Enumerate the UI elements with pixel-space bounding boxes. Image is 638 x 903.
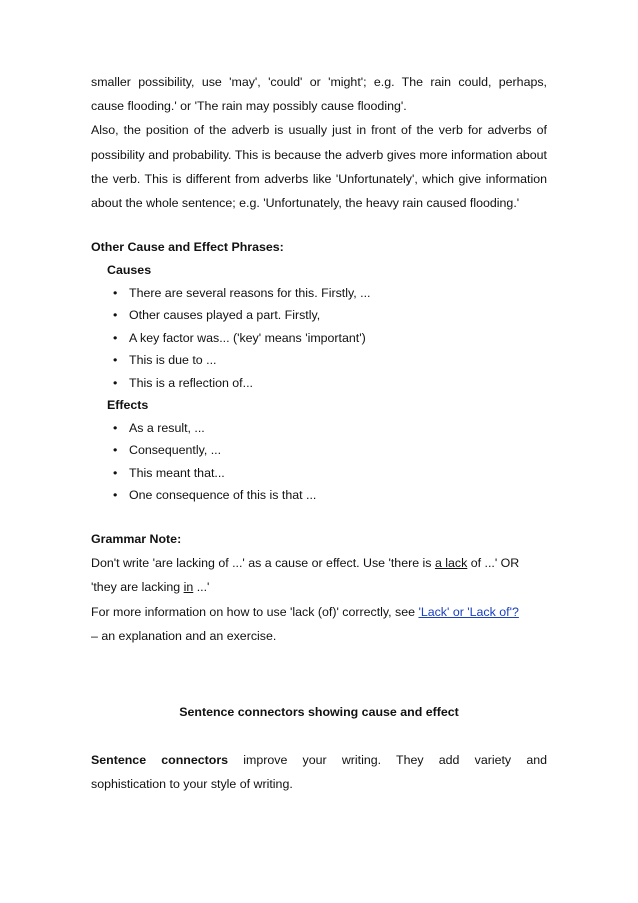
grammar-note-line-3: For more information on how to use 'lack (of)' correctly, see 'Lack' or 'Lack of'? bbox=[91, 604, 519, 619]
causes-list bbox=[91, 282, 547, 395]
grammar-note-line-2: 'they are lacking in ...' bbox=[91, 580, 210, 595]
bullet-icon: • bbox=[113, 330, 118, 345]
adverb-position-paragraph: Also, the position of the adverb is usually just in front of the verb for adverbs of possibility and probability. This is because the adverb gives more information about the verb. This is different from adverbs like 'Unfortunately', which give information about the whole sentence; e.g. 'Unfortunately, the heavy rain caused flooding.' bbox=[91, 123, 547, 211]
grammar-note-line-1: Don't write 'are lacking of ...' as a cause or effect. Use 'there is a lack of ...' OR bbox=[91, 556, 520, 571]
effects-list bbox=[91, 417, 547, 507]
connectors-bold-term: Sentence connectors bbox=[91, 752, 229, 767]
grammar-note-heading: Grammar Note: bbox=[91, 531, 182, 546]
phrases-heading: Other Cause and Effect Phrases: bbox=[91, 240, 284, 255]
bullet-icon: • bbox=[113, 375, 118, 390]
list-item: • A key factor was... ('key' means 'important') bbox=[91, 327, 547, 350]
grammar-note-line-4: – an explanation and an exercise. bbox=[91, 628, 277, 643]
list-item: • Consequently, ... bbox=[91, 439, 547, 462]
connectors-line-2: sophistication to your style of writing. bbox=[91, 777, 293, 792]
underlined-word: in bbox=[183, 580, 194, 595]
bullet-icon: • bbox=[113, 443, 118, 458]
list-item: • As a result, ... bbox=[91, 417, 547, 440]
bullet-icon: • bbox=[113, 488, 118, 503]
list-item: • This meant that... bbox=[91, 462, 547, 485]
bullet-icon: • bbox=[113, 308, 118, 323]
lack-of-link[interactable]: 'Lack' or 'Lack of'? bbox=[418, 604, 519, 619]
intro-line-2: cause flooding.' or 'The rain may possibly cause flooding'. bbox=[91, 99, 407, 114]
bullet-icon: • bbox=[113, 285, 118, 300]
underlined-phrase: a lack bbox=[434, 556, 468, 571]
bullet-icon: • bbox=[113, 353, 118, 368]
list-item: • This is a reflection of... bbox=[91, 372, 547, 395]
list-item: • Other causes played a part. Firstly, bbox=[91, 304, 547, 327]
bullet-icon: • bbox=[113, 420, 118, 435]
list-item: • There are several reasons for this. Firstly, ... bbox=[91, 282, 547, 305]
effects-label: Effects bbox=[107, 398, 149, 413]
section-heading: Sentence connectors showing cause and effect bbox=[179, 704, 459, 719]
document-page bbox=[91, 70, 547, 796]
connectors-line-1: Sentence connectors improve your writing. They add variety and bbox=[91, 752, 547, 767]
list-item: • One consequence of this is that ... bbox=[91, 484, 547, 507]
list-item: • This is due to ... bbox=[91, 349, 547, 372]
intro-line-1: smaller possibility, use 'may', 'could' or 'might'; e.g. The rain could, perhaps, bbox=[91, 75, 547, 89]
causes-label: Causes bbox=[107, 263, 152, 278]
bullet-icon: • bbox=[113, 465, 118, 480]
